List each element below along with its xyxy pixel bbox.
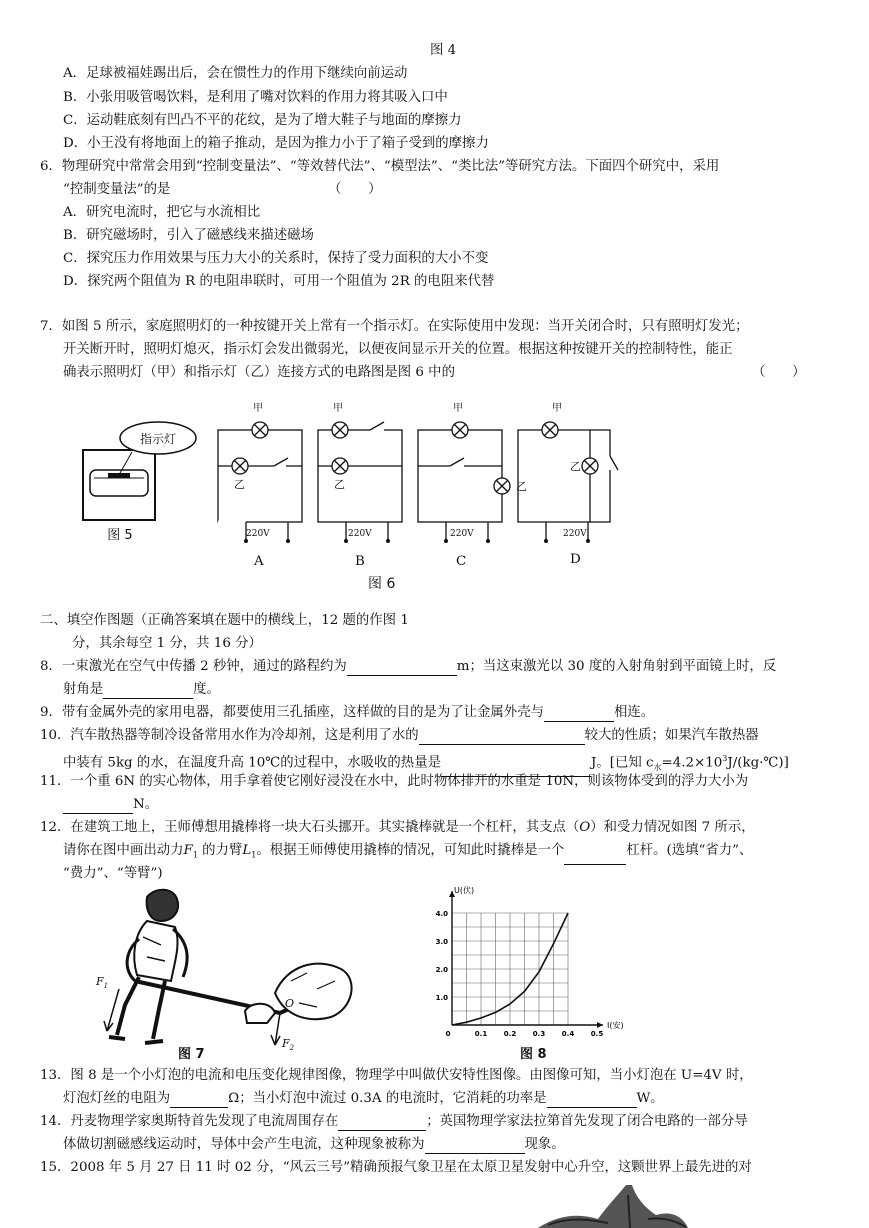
circuit-b-letter: B — [355, 554, 365, 569]
q8-line2: 射角是 度。 — [63, 682, 220, 697]
q6-option-d: D．探究两个阻值为 R 的电阻串联时，可用一个阻值为 2R 的电阻来代替 — [63, 274, 495, 289]
y-tick-label: 4.0 — [435, 910, 448, 918]
q8-line1: 8．一束激光在空气中传播 2 秒钟，通过的路程约为 m；当这束激光以 30 度的入射角射到平面镜上时，反 — [40, 659, 777, 674]
figure-7-f1-label: $F_1$ — [96, 975, 109, 991]
figure-7-crowbar — [95, 885, 385, 1055]
q12-line1: 12．在建筑工地上，王师傅想用撬棒将一块大石头挪开。其实撬棒就是一个杠杆，其支点（O）和受力情况如图 7 所示， — [40, 820, 755, 835]
x-tick-label: 0.4 — [561, 1030, 575, 1038]
y-tick-label: 3.0 — [435, 938, 448, 946]
circuit-a-lamp-yi: 乙 — [234, 478, 245, 491]
circuit-d-lamp-yi: 乙 — [570, 460, 581, 473]
q11-line2: N。 — [63, 796, 158, 814]
y-tick-label: 1.0 — [435, 994, 448, 1002]
q12-line2: 请你在图中画出动力$F_1$ 的力臂$L_1$。根据王师傅使用撬棒的情况，可知此时撬棒是一个 杠杆。(选填“省力”、 — [63, 842, 752, 865]
figure-4-caption: 图 4 — [430, 43, 457, 58]
q6-answer-paren: （ ） — [328, 182, 382, 197]
y-tick-label: 2.0 — [435, 966, 448, 974]
figure-7-f2-label: $F_2$ — [282, 1037, 295, 1053]
q10-line1: 10．汽车散热器等制冷设备常用水作为冷却剂，这是利用了水的 较大的性质；如果汽车散热器 — [40, 728, 759, 743]
figure-5-bubble-label: 指示灯 — [139, 432, 176, 446]
q8-blank-2[interactable] — [103, 684, 193, 699]
q11-blank[interactable] — [63, 799, 133, 814]
q5-option-b: B．小张用吸管喝饮料，是利用了嘴对饮料的作用力将其吸入口中 — [63, 90, 448, 105]
figure-8-caption: 图 8 — [520, 1047, 547, 1062]
q6-option-c: C．探究压力作用效果与压力大小的关系时，保持了受力面积的大小不变 — [63, 251, 489, 266]
x-tick-label: 0.5 — [590, 1030, 604, 1038]
q8-blank-1[interactable] — [347, 661, 457, 676]
circuit-c-lamp-yi: 乙 — [516, 480, 527, 493]
section-2-heading-line1: 二、填空作图题（正确答案填在题中的横线上，12 题的作图 1 — [40, 613, 409, 628]
q9-blank[interactable] — [544, 707, 614, 722]
q14-blank-2[interactable] — [425, 1139, 525, 1154]
circuit-b-lamp-yi: 乙 — [334, 478, 345, 491]
q12-line3: “费力”、“等臂”) — [63, 866, 163, 881]
y-axis-label: U(伏) — [454, 886, 475, 895]
circuit-a-lamp-jia: 甲 — [253, 403, 263, 414]
q7-answer-paren: （ ） — [752, 365, 806, 380]
section-2-heading-line2: 分，其余每空 1 分，共 16 分） — [72, 636, 262, 651]
circuit-c-letter: C — [456, 554, 467, 569]
x-tick-label: 0.3 — [532, 1030, 546, 1038]
q13-line1: 13．图 8 是一个小灯泡的电流和电压变化规律图像，物理学中叫做伏安特性图像。由图像可知，当小灯泡在 U=4V 时， — [40, 1068, 753, 1083]
q15-line1: 15．2008 年 5 月 27 日 11 时 02 分，“风云三号”精确预报气象卫星在太原卫星发射中心升空，这颗世界上最先进的对 — [40, 1160, 752, 1175]
q6-stem-line2: “控制变量法”的是 — [63, 182, 171, 197]
q14-line1: 14．丹麦物理学家奥斯特首先发现了电流周围存在 ；英国物理学家法拉第首先发现了闭合电路的一部分导 — [40, 1114, 748, 1129]
q7-stem-line1: 7．如图 5 所示，家庭照明灯的一种按键开关上常有一个指示灯。在实际使用中发现：当开关闭合时，只有照明灯发光； — [40, 319, 749, 334]
q6-option-b: B．研究磁场时，引入了磁感线来描述磁场 — [63, 228, 314, 243]
q14-line2: 体做切割磁感线运动时，导体中会产生电流，这种现象被称为 现象。 — [63, 1137, 565, 1152]
circuit-d-lamp-jia: 甲 — [552, 403, 562, 414]
q10-line2: 中装有 5kg 的水，在温度升高 10℃的过程中，水吸收的热量是 J。[已知 $c_水=4.2\times 10^3J/(kg\cdot℃)$] — [63, 750, 789, 777]
q7-stem-line2: 开关断开时，照明灯熄灭，指示灯会发出微弱光，以便夜间显示开关的位置。根据这种按键开关的控制特性，能正 — [63, 342, 733, 357]
figure-5-caption: 图 5 — [107, 528, 133, 543]
q5-option-d: D．小王没有将地面上的箱子推动，是因为推力小于了箱子受到的摩擦力 — [63, 136, 489, 151]
x-tick-label: 0 — [445, 1030, 451, 1038]
circuit-a-voltage: 220V — [246, 529, 270, 539]
x-axis-label: I(安) — [607, 1021, 624, 1030]
q5-option-c: C．运动鞋底刻有凹凸不平的花纹，是为了增大鞋子与地面的摩擦力 — [63, 113, 462, 128]
q11-line1: 11．一个重 6N 的实心物体，用手拿着使它刚好浸没在水中，此时物体排开的水重是 10N，则该物体受到的浮力大小为 — [40, 774, 749, 789]
circuit-b-lamp-jia: 甲 — [333, 403, 343, 414]
q12-blank[interactable] — [564, 850, 626, 865]
circuit-a-letter: A — [254, 554, 264, 569]
figure-7-fulcrum-label: O — [285, 997, 295, 1010]
x-tick-label: 0.1 — [474, 1030, 488, 1038]
q7-stem-line3: 确表示照明灯（甲）和指示灯（乙）连接方式的电路图是图 6 中的 — [63, 365, 455, 380]
q13-blank-2[interactable] — [547, 1093, 637, 1108]
q14-blank-1[interactable] — [338, 1116, 426, 1131]
q9-line: 9．带有金属外壳的家用电器，都要使用三孔插座，这样做的目的是为了让金属外壳与 相连。 — [40, 705, 655, 720]
figure-7-caption: 图 7 — [178, 1047, 205, 1062]
q13-blank-1[interactable] — [170, 1093, 228, 1108]
q5-option-a: A．足球被福娃踢出后，会在惯性力的作用下继续向前运动 — [63, 66, 408, 81]
q13-line2: 灯泡灯丝的电阻为 Ω；当小灯泡中流过 0.3A 的电流时，它消耗的功率是 W。 — [63, 1091, 664, 1106]
figure-8-chart — [410, 885, 624, 1050]
q10-blank-1[interactable] — [419, 730, 585, 745]
figure-6-caption: 图 6 — [368, 576, 396, 592]
circuit-d-letter: D — [570, 552, 581, 567]
circuit-c-voltage: 220V — [450, 529, 474, 539]
q6-stem-line1: 6．物理研究中常常会用到“控制变量法”、“等效替代法”、“模型法”、“类比法”等研究方法。下面四个研究中，采用 — [40, 159, 720, 174]
x-axis-arrow — [597, 1022, 603, 1028]
x-tick-label: 0.2 — [503, 1030, 517, 1038]
launch-photo-fragment — [538, 1185, 688, 1228]
circuit-c-lamp-jia: 甲 — [453, 403, 463, 414]
circuit-d-voltage: 220V — [563, 529, 587, 539]
circuit-b-voltage: 220V — [348, 529, 372, 539]
q6-option-a: A．研究电流时，把它与水流相比 — [63, 205, 261, 220]
